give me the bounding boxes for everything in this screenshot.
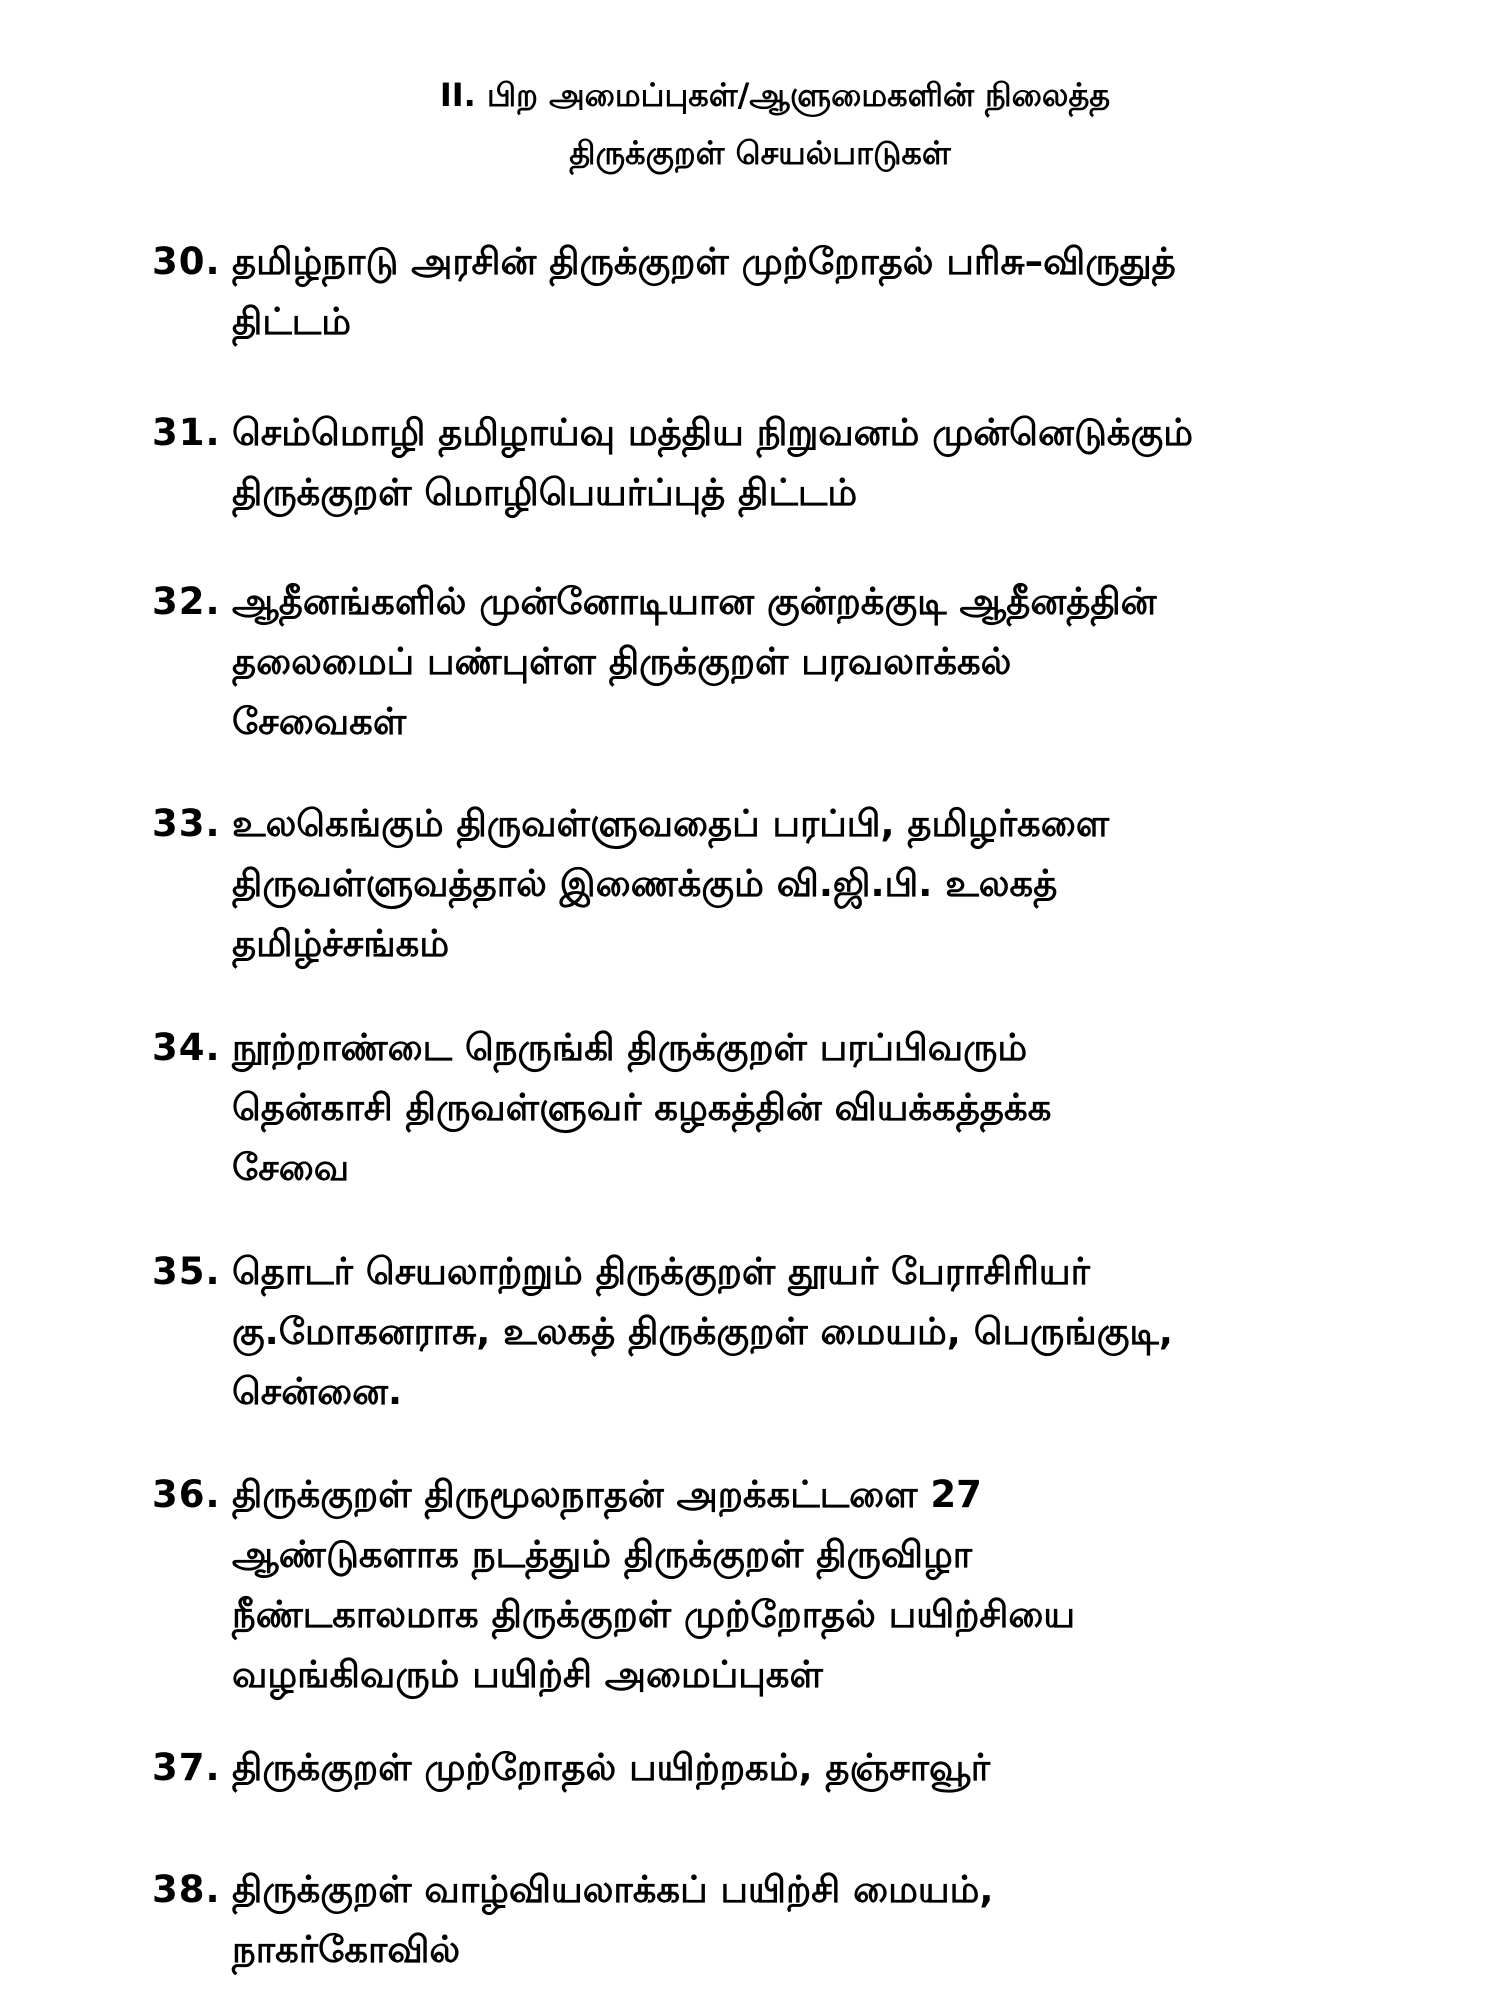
list-item-38 [152, 1860, 1412, 1980]
item-text: செம்மொழி தமிழாய்வு மத்திய நிறுவனம் முன்னெடுக்கும் திருக்குறள் மொழிபெயர்ப்புத் திட்டம் [232, 411, 1193, 514]
item-text: திருக்குறள் முற்றோதல் பயிற்றகம், தஞ்சாவூர் [232, 1746, 991, 1789]
item-number: 32. [152, 580, 221, 623]
item-number: 34. [152, 1026, 221, 1069]
list-item-30 [152, 232, 1412, 352]
list-item-37 [152, 1738, 1412, 1798]
heading-line-1: II. பிற அமைப்புகள்/ஆளுமைகளின் நிலைத்த [439, 76, 1111, 114]
item-text: நூற்றாண்டை நெருங்கி திருக்குறள் பரப்பிவரும் தென்காசி திருவள்ளுவர் கழகத்தின் வியக்கத்தக்க சேவை [232, 1026, 1052, 1189]
item-text: உலகெங்கும் திருவள்ளுவதைப் பரப்பி, தமிழர்களை திருவள்ளுவத்தால் இணைக்கும் வி.ஜி.பி. உலகத் தமிழ்ச்சங்கம் [232, 802, 1110, 965]
item-text: ஆதீனங்களில் முன்னோடியான குன்றக்குடி ஆதீனத்தின் தலைமைப் பண்புள்ள திருக்குறள் பரவலாக்கல் சேவைகள் [232, 580, 1157, 743]
list-item-32 [152, 572, 1412, 752]
list-item-33 [152, 794, 1412, 974]
section-heading [0, 66, 1500, 182]
list-item-35 [152, 1242, 1412, 1422]
item-number: 30. [152, 240, 221, 283]
item-number: 35. [152, 1250, 221, 1293]
item-number: 38. [152, 1868, 221, 1911]
list-item-34 [152, 1018, 1412, 1198]
list-item-36 [152, 1465, 1412, 1705]
item-text: தமிழ்நாடு அரசின் திருக்குறள் முற்றோதல் பரிசு–விருதுத் திட்டம் [232, 240, 1176, 343]
item-text: திருக்குறள் திருமூலநாதன் அறக்கட்டளை 27 ஆண்டுகளாக நடத்தும் திருக்குறள் திருவிழா நீண்டகாலமாக திருக்குறள் முற்றோதல் பயிற்சியை வழங்கிவரும் பயிற்சி அமைப்புகள் [232, 1473, 1076, 1696]
item-number: 36. [152, 1473, 221, 1516]
item-number: 31. [152, 411, 221, 454]
item-number: 37. [152, 1746, 221, 1789]
item-text: திருக்குறள் வாழ்வியலாக்கப் பயிற்சி மையம், நாகர்கோவில் [232, 1868, 994, 1971]
heading-line-2: திருக்குறள் செயல்பாடுகள் [569, 134, 951, 172]
item-text: தொடர் செயலாற்றும் திருக்குறள் தூயர் பேராசிரியர் கு.மோகனராசு, உலகத் திருக்குறள் மையம், பெருங்குடி, சென்னை. [232, 1250, 1173, 1413]
list-item-31 [152, 403, 1412, 523]
item-number: 33. [152, 802, 221, 845]
